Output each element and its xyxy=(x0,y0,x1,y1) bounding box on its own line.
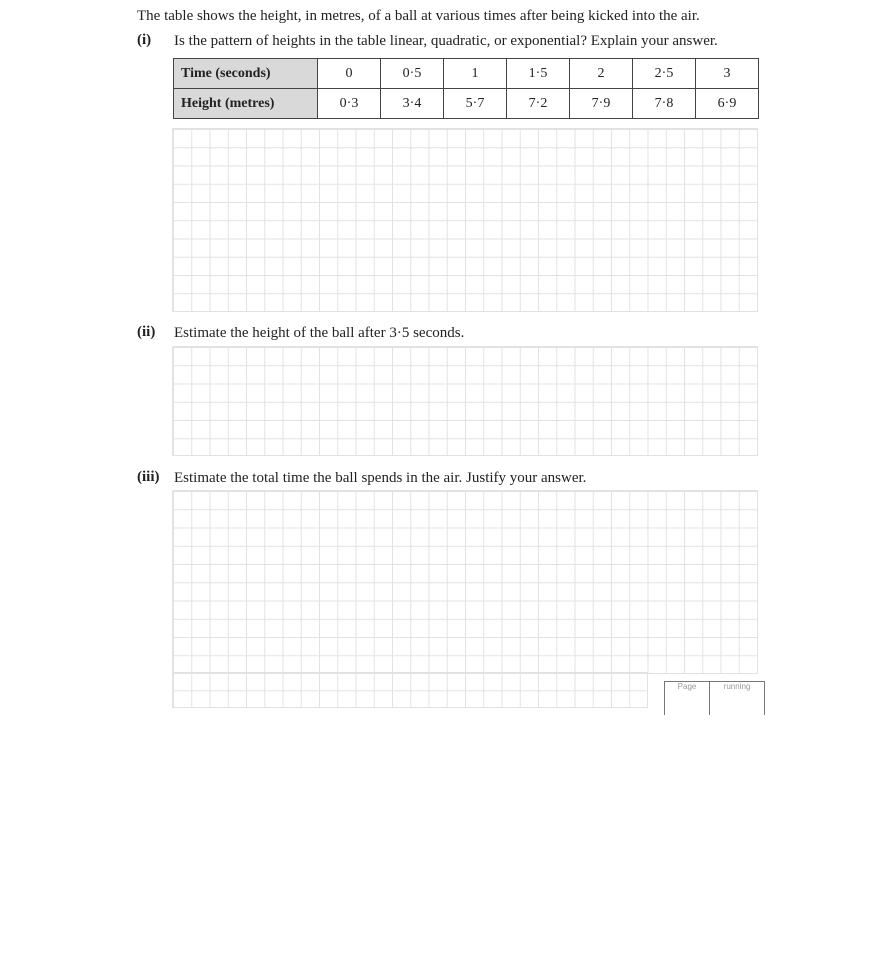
time-row-header: Time (seconds) xyxy=(174,59,318,89)
answer-grid-i[interactable] xyxy=(172,128,758,312)
part-i-text: Is the pattern of heights in the table linear, quadratic, or exponential? Explain your answer. xyxy=(174,33,718,49)
part-iii-text: Estimate the total time the ball spends in the air. Justify your answer. xyxy=(174,470,587,486)
height-cell: 7·9 xyxy=(570,89,633,119)
height-cell: 7·8 xyxy=(633,89,696,119)
time-cell: 2 xyxy=(570,59,633,89)
part-ii-label: (ii) xyxy=(137,324,156,340)
answer-grid-iii[interactable] xyxy=(172,490,758,674)
running-box xyxy=(709,681,765,715)
height-cell: 0·3 xyxy=(318,89,381,119)
time-cell: 0·5 xyxy=(381,59,444,89)
time-cell: 1 xyxy=(444,59,507,89)
height-cell: 3·4 xyxy=(381,89,444,119)
page-box xyxy=(664,681,710,715)
height-time-table xyxy=(173,58,759,119)
part-ii-text: Estimate the height of the ball after 3·5 seconds. xyxy=(174,325,465,341)
answer-grid-iii-extension[interactable] xyxy=(172,672,648,708)
height-cell: 7·2 xyxy=(507,89,570,119)
answer-grid-ii[interactable] xyxy=(172,346,758,456)
time-cell: 0 xyxy=(318,59,381,89)
time-cell: 2·5 xyxy=(633,59,696,89)
part-i-label: (i) xyxy=(137,32,152,48)
height-cell: 5·7 xyxy=(444,89,507,119)
part-iii-label: (iii) xyxy=(137,469,160,485)
question-intro: The table shows the height, in metres, of a ball at various times after being kicked into the air. xyxy=(137,8,700,24)
running-box-label: running xyxy=(723,682,751,691)
height-cell: 6·9 xyxy=(696,89,759,119)
time-cell: 1·5 xyxy=(507,59,570,89)
page-box-label: Page xyxy=(677,682,697,691)
height-row-header: Height (metres) xyxy=(174,89,318,119)
table-row-height xyxy=(174,89,759,119)
time-cell: 3 xyxy=(696,59,759,89)
table-row-time xyxy=(174,59,759,89)
